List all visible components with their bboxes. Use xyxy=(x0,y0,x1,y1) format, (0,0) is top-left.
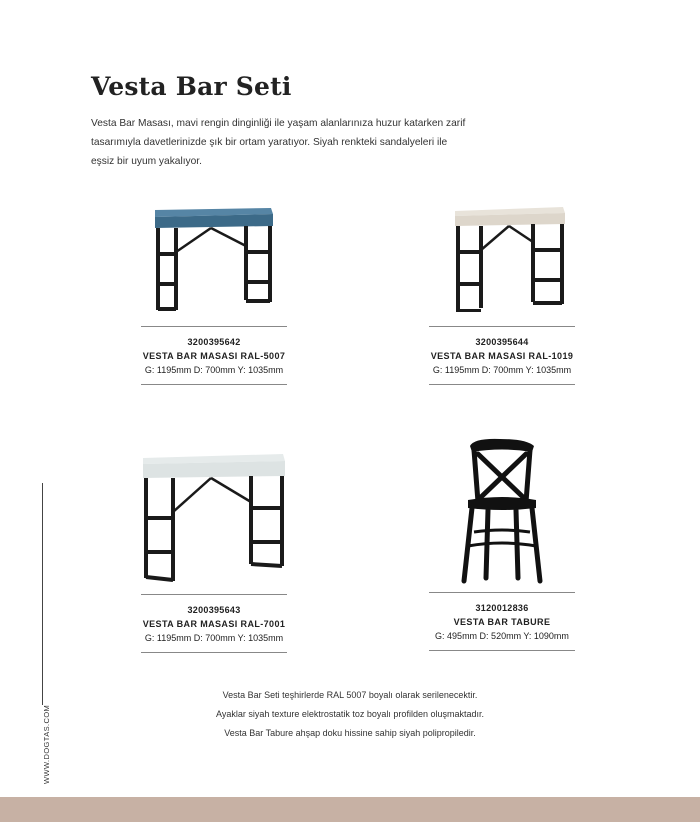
product-dimensions: G: 1195mm D: 700mm Y: 1035mm xyxy=(144,365,284,375)
product-divider xyxy=(141,384,287,385)
product-divider xyxy=(429,326,575,327)
bar-table-blue-image xyxy=(149,200,279,312)
note-line: Vesta Bar Seti teşhirlerde RAL 5007 boyalı olarak serilenecektir. xyxy=(222,690,478,700)
product-name: VESTA BAR MASASI RAL-7001 xyxy=(142,619,286,629)
side-divider xyxy=(42,483,43,705)
intro-line: tasarımıyla davetlerinizde şık bir ortam yaratıyor. Siyah renkteki sandalyeleri ile xyxy=(91,137,448,148)
product-divider xyxy=(429,384,575,385)
product-dimensions: G: 1195mm D: 700mm Y: 1035mm xyxy=(144,633,284,643)
note-line: Vesta Bar Tabure ahşap doku hissine sahip siyah polipropiledir. xyxy=(224,728,476,738)
note-line: Ayaklar siyah texture elektrostatik toz boyalı profilden oluşmaktadır. xyxy=(216,709,484,719)
product-card-ral-1019 xyxy=(418,200,586,385)
product-notes xyxy=(0,686,700,743)
product-name: VESTA BAR MASASI RAL-5007 xyxy=(142,351,286,361)
product-divider xyxy=(429,592,575,593)
intro-line: Vesta Bar Masası, mavi rengin dinginliği ile yaşam alanlarınıza huzur katarken zarif xyxy=(91,118,466,129)
product-divider xyxy=(141,652,287,653)
product-card-ral-5007 xyxy=(130,200,298,385)
product-card-bar-tabure xyxy=(418,436,586,651)
product-divider xyxy=(429,650,575,651)
product-dimensions: G: 1195mm D: 700mm Y: 1035mm xyxy=(432,365,572,375)
product-name: VESTA BAR MASASI RAL-1019 xyxy=(430,351,574,361)
product-code: 3200395642 xyxy=(187,337,241,347)
product-code: 3200395644 xyxy=(475,337,529,347)
product-card-ral-7001 xyxy=(130,446,298,653)
product-name: VESTA BAR TABURE xyxy=(453,617,551,627)
product-divider xyxy=(141,594,287,595)
intro-text xyxy=(91,114,511,171)
bar-table-grey-image xyxy=(139,446,289,586)
product-code: 3120012836 xyxy=(475,603,529,613)
website-url: WWW.DOGTAS.COM xyxy=(42,704,51,784)
intro-line: eşsiz bir uyum yakalıyor. xyxy=(91,156,202,167)
page-title: Vesta Bar Seti xyxy=(91,72,292,101)
bar-stool-image xyxy=(460,436,544,586)
footer-bar xyxy=(0,797,700,822)
product-code: 3200395643 xyxy=(187,605,241,615)
bar-table-beige-image xyxy=(437,200,567,312)
product-dimensions: G: 495mm D: 520mm Y: 1090mm xyxy=(435,631,569,641)
product-divider xyxy=(141,326,287,327)
